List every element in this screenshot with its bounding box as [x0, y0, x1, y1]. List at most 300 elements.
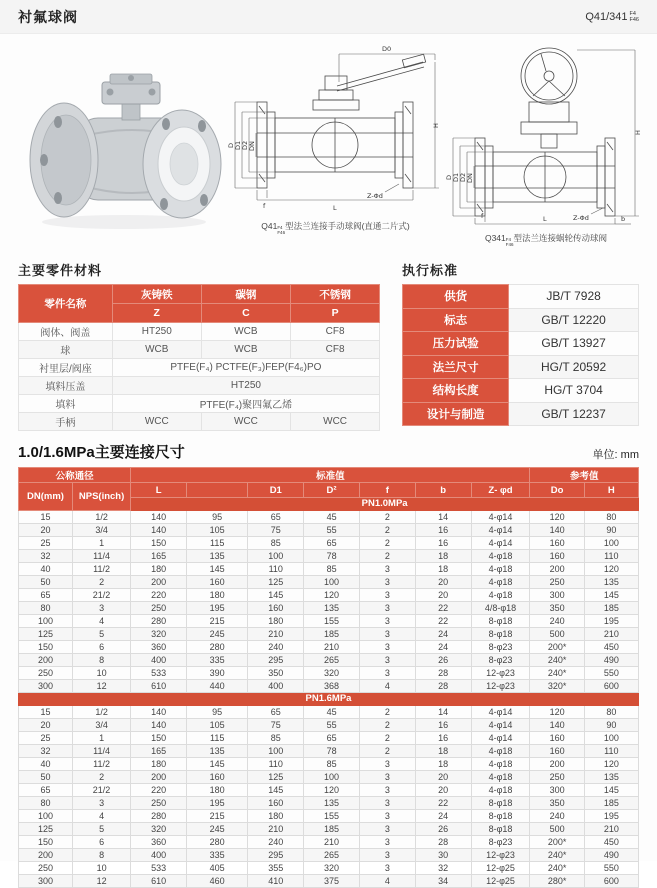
dimension-value: 350 [248, 667, 304, 680]
dimension-value: 280* [530, 875, 584, 888]
dimension-value: 280 [131, 615, 187, 628]
dimension-value: 11/4 [72, 745, 130, 758]
dimension-value: 32 [415, 862, 471, 875]
dimension-value: 115 [187, 537, 248, 550]
dimension-value: 335 [187, 849, 248, 862]
dimension-value: 65 [304, 732, 360, 745]
dimension-row [19, 589, 639, 602]
dimension-value: 300 [530, 589, 584, 602]
standard-label: 结构长度 [403, 379, 509, 403]
dimension-value: 4-φ18 [471, 758, 530, 771]
material-value: WCC [112, 413, 201, 431]
dimension-value: 550 [584, 862, 638, 875]
dimension-value: 12-φ25 [471, 862, 530, 875]
dimension-row [19, 537, 639, 550]
dimension-value: 80 [584, 511, 638, 524]
dimension-value: 220 [131, 589, 187, 602]
dimension-value: 320 [131, 628, 187, 641]
materials-title: 主要零件材料 [18, 263, 103, 278]
materials-row [19, 341, 380, 359]
dimension-value: 145 [584, 784, 638, 797]
dimension-row [19, 706, 639, 719]
standards-section [402, 260, 639, 431]
dimension-value: 400 [248, 680, 304, 693]
dimension-value: 145 [248, 589, 304, 602]
model-code-suffix: F4 F46 [629, 10, 639, 23]
dimension-value: 2 [72, 576, 130, 589]
page-title: 衬氟球阀 [18, 8, 78, 25]
dimension-value: 600 [584, 875, 638, 888]
dimension-value: 10 [72, 862, 130, 875]
dimension-value: 45 [304, 511, 360, 524]
dimension-value: 8-φ23 [471, 654, 530, 667]
dimension-value: 215 [187, 810, 248, 823]
dimension-value: 32 [19, 550, 73, 563]
standards-table [402, 284, 639, 426]
part-name: 衬里层/阀座 [19, 359, 113, 377]
dimension-value: 490 [584, 654, 638, 667]
material-value: HT250 [112, 377, 379, 395]
dimension-value: 3 [359, 836, 415, 849]
dimension-value: 4 [359, 680, 415, 693]
dimension-row [19, 771, 639, 784]
dimension-value: 265 [304, 654, 360, 667]
standard-row [403, 332, 639, 356]
standard-value: JB/T 7928 [509, 285, 639, 309]
dimension-value: 140 [131, 524, 187, 537]
standard-value: GB/T 12220 [509, 308, 639, 332]
dimension-value: 185 [584, 797, 638, 810]
dimension-value: 245 [187, 628, 248, 641]
col-header-c: C [201, 304, 291, 323]
dimension-value: 200* [530, 641, 584, 654]
dimension-value: 160 [530, 732, 584, 745]
dimension-value: 3 [359, 602, 415, 615]
dimension-value: 26 [415, 823, 471, 836]
dimension-value: 4-φ18 [471, 563, 530, 576]
dimension-value: 155 [304, 615, 360, 628]
dim-label-d: D [226, 142, 235, 148]
dimension-value: 533 [131, 862, 187, 875]
dimension-value: 12-φ25 [471, 875, 530, 888]
standard-value: HG/T 3704 [509, 379, 639, 403]
material-value: CF8 [291, 323, 380, 341]
dimension-value: 12-φ23 [471, 680, 530, 693]
dimension-value: 20 [415, 784, 471, 797]
part-name: 手柄 [19, 413, 113, 431]
page-header [0, 0, 657, 34]
dimension-value: 215 [187, 615, 248, 628]
dimension-value: 4-φ14 [471, 511, 530, 524]
material-value: PTFE(F₄)聚四氟乙烯 [112, 395, 379, 413]
dimension-value: 40 [19, 758, 73, 771]
material-value: WCC [201, 413, 291, 431]
dimension-value: 8 [72, 654, 130, 667]
dimension-value: 150 [131, 732, 187, 745]
dimension-value: 3 [359, 862, 415, 875]
dimension-value: 16 [415, 537, 471, 550]
standard-value: GB/T 12237 [509, 402, 639, 426]
dimension-value: 8-φ18 [471, 797, 530, 810]
dimension-row [19, 628, 639, 641]
dimension-value: 320 [304, 667, 360, 680]
manual-valve-caption: Q41 F4 F46 型法兰连接手动球阀(直通二片式) [261, 221, 410, 235]
group-header-row [19, 468, 639, 483]
standard-row [403, 355, 639, 379]
dimension-value: 240* [530, 667, 584, 680]
dimensions-section [0, 431, 657, 888]
dimension-value: 120 [584, 563, 638, 576]
material-value: WCB [112, 341, 201, 359]
dim-label-l: L [543, 215, 547, 223]
dim-label-dn: DN [247, 141, 256, 151]
column-header: DN(mm) [19, 483, 73, 511]
dimension-value: 410 [248, 875, 304, 888]
dimension-value: 210 [248, 823, 304, 836]
col-header-carbon-steel: 碳钢 [201, 285, 291, 304]
dimensions-header [18, 441, 639, 462]
dimension-value: 4 [72, 810, 130, 823]
dimension-value: 80 [19, 602, 73, 615]
dimension-value: 155 [304, 810, 360, 823]
dimension-value: 135 [187, 550, 248, 563]
dimension-value: 100 [19, 810, 73, 823]
dimension-value: 200 [530, 563, 584, 576]
dimension-value: 533 [131, 667, 187, 680]
dimension-value: 240 [530, 615, 584, 628]
dimension-value: 12 [72, 875, 130, 888]
dimension-value: 4-φ14 [471, 732, 530, 745]
column-header-row [19, 483, 639, 498]
dimension-value: 145 [248, 784, 304, 797]
standard-label: 设计与制造 [403, 402, 509, 426]
dimension-value: 210 [584, 823, 638, 836]
dimension-value: 150 [131, 537, 187, 550]
dimension-value: 1/2 [72, 706, 130, 719]
dimension-value: 25 [19, 732, 73, 745]
dimension-value: 180 [131, 563, 187, 576]
column-header: f [359, 483, 415, 498]
dimension-value: 390 [187, 667, 248, 680]
dimension-value: 320* [530, 680, 584, 693]
column-header: b [415, 483, 471, 498]
column-header: NPS(inch) [72, 483, 130, 511]
dimension-value: 1 [72, 732, 130, 745]
dim-label-b: b [621, 215, 626, 223]
dimension-value: 28 [415, 667, 471, 680]
dimension-value: 4-φ14 [471, 706, 530, 719]
figures-row [0, 34, 657, 252]
dimension-row [19, 641, 639, 654]
dimension-value: 80 [19, 797, 73, 810]
dimension-value: 11/2 [72, 563, 130, 576]
dimension-value: 360 [131, 836, 187, 849]
dimension-value: 16 [415, 719, 471, 732]
dimension-value: 160 [530, 537, 584, 550]
dimension-value: 14 [415, 511, 471, 524]
dimension-value: 4-φ14 [471, 537, 530, 550]
dimension-value: 120 [304, 589, 360, 602]
dimension-value: 24 [415, 641, 471, 654]
dimension-value: 140 [131, 706, 187, 719]
dimension-value: 3 [359, 849, 415, 862]
standard-label: 压力试验 [403, 332, 509, 356]
dimension-value: 180 [131, 758, 187, 771]
dimension-row [19, 823, 639, 836]
dimension-value: 125 [248, 576, 304, 589]
dimension-value: 300 [530, 784, 584, 797]
dimension-value: 210 [248, 628, 304, 641]
materials-table [18, 284, 380, 431]
materials-section [18, 260, 380, 431]
dimension-value: 405 [187, 862, 248, 875]
materials-row [19, 377, 380, 395]
dimension-value: 95 [187, 706, 248, 719]
dimension-value: 24 [415, 628, 471, 641]
dimension-row [19, 667, 639, 680]
gear-valve-caption: Q341 F4 F46 型法兰连接蜗轮传动球阀 [484, 233, 608, 247]
dimension-value: 18 [415, 550, 471, 563]
dimension-value: 55 [304, 719, 360, 732]
part-name: 填料压盖 [19, 377, 113, 395]
dimension-value: 440 [187, 680, 248, 693]
column-header: L [131, 483, 187, 498]
dimension-value: 2 [359, 732, 415, 745]
dimension-value: 10 [72, 667, 130, 680]
column-header: H [584, 483, 638, 498]
materials-row [19, 323, 380, 341]
group-header-size: 公称通径 [19, 468, 131, 483]
dimension-value: 295 [248, 849, 304, 862]
dimension-value: 320 [131, 823, 187, 836]
dimension-value: 3 [359, 823, 415, 836]
dimension-value: 1/2 [72, 511, 130, 524]
dimension-value: 3 [359, 771, 415, 784]
dimension-value: 250 [19, 862, 73, 875]
dimension-value: 140 [530, 719, 584, 732]
material-value: PTFE(F₄) PCTFE(F₃)FEP(F4₆)PO [112, 359, 379, 377]
valve-photo [14, 40, 226, 236]
dimension-value: 100 [304, 771, 360, 784]
dim-label-l: L [332, 204, 337, 212]
dimension-value: 145 [187, 758, 248, 771]
col-header-gray-iron: 灰铸铁 [112, 285, 201, 304]
dimension-value: 210 [304, 641, 360, 654]
col-header-stainless: 不锈钢 [291, 285, 380, 304]
dimension-value: 110 [248, 563, 304, 576]
dimension-value: 16 [415, 524, 471, 537]
dimension-value: 160 [248, 602, 304, 615]
info-section [0, 252, 657, 431]
dimension-value: 3 [359, 628, 415, 641]
dimension-value: 135 [584, 576, 638, 589]
dimension-value: 11/2 [72, 758, 130, 771]
dimension-value: 150 [19, 641, 73, 654]
dimension-row [19, 758, 639, 771]
dimension-row [19, 849, 639, 862]
dimension-value: 4-φ18 [471, 550, 530, 563]
standard-label: 标志 [403, 308, 509, 332]
dimension-row [19, 511, 639, 524]
standard-row [403, 285, 639, 309]
dimension-value: 125 [248, 771, 304, 784]
dimension-value: 185 [304, 628, 360, 641]
dimension-value: 160 [530, 550, 584, 563]
standard-value: GB/T 13927 [509, 332, 639, 356]
column-header: D² [304, 483, 360, 498]
dimension-value: 300 [19, 680, 73, 693]
dimension-value: 65 [304, 537, 360, 550]
dimension-value: 3/4 [72, 524, 130, 537]
dimension-value: 75 [248, 524, 304, 537]
dimension-value: 355 [248, 862, 304, 875]
dimension-value: 135 [304, 797, 360, 810]
dimension-value: 65 [19, 784, 73, 797]
dimension-value: 610 [131, 875, 187, 888]
dimension-value: 85 [304, 758, 360, 771]
dimension-value: 250 [19, 667, 73, 680]
dimension-value: 250 [530, 771, 584, 784]
dimension-value: 140 [131, 511, 187, 524]
dimension-value: 240 [248, 641, 304, 654]
dimension-value: 2 [359, 550, 415, 563]
dimension-value: 200* [530, 836, 584, 849]
standard-row [403, 379, 639, 403]
dim-label-d2: D2 [459, 172, 467, 182]
dimension-value: 200 [530, 758, 584, 771]
material-value: WCC [291, 413, 380, 431]
dim-label-f: f [481, 212, 484, 220]
dimension-value: 200 [19, 654, 73, 667]
dimension-value: 140 [131, 719, 187, 732]
dimension-value: 195 [584, 615, 638, 628]
dimension-value: 150 [19, 836, 73, 849]
dimension-value: 4-φ18 [471, 784, 530, 797]
dimension-value: 160 [187, 576, 248, 589]
dimension-value: 8-φ18 [471, 615, 530, 628]
dimension-value: 21/2 [72, 784, 130, 797]
dimension-value: 12 [72, 680, 130, 693]
standard-label: 法兰尺寸 [403, 355, 509, 379]
dimension-value: 210 [304, 836, 360, 849]
dim-label-d1: D1 [452, 172, 460, 182]
dimension-value: 100 [19, 615, 73, 628]
dimension-row [19, 784, 639, 797]
dimension-value: 240* [530, 849, 584, 862]
dimension-value: 180 [248, 810, 304, 823]
model-code-text: Q41/341 [585, 10, 628, 23]
dimension-value: 3 [359, 641, 415, 654]
dimension-value: 180 [187, 589, 248, 602]
dimension-value: 105 [187, 524, 248, 537]
dimension-value: 12-φ23 [471, 849, 530, 862]
dimension-value: 200 [19, 849, 73, 862]
dimension-value: 4-φ18 [471, 745, 530, 758]
dimension-value: 3 [359, 810, 415, 823]
dimension-value: 145 [187, 563, 248, 576]
dimension-value: 3/4 [72, 719, 130, 732]
dimension-value: 400 [131, 849, 187, 862]
dimension-value: 2 [359, 706, 415, 719]
standard-row [403, 402, 639, 426]
dimension-value: 110 [248, 758, 304, 771]
standard-value: HG/T 20592 [509, 355, 639, 379]
dimension-value: 500 [530, 628, 584, 641]
dimension-value: 550 [584, 667, 638, 680]
dimension-value: 250 [530, 576, 584, 589]
dimension-value: 200 [131, 771, 187, 784]
dimension-value: 2 [359, 537, 415, 550]
dimension-value: 3 [359, 654, 415, 667]
dimension-value: 250 [131, 602, 187, 615]
dimension-value: 14 [415, 706, 471, 719]
dimension-value: 300 [19, 875, 73, 888]
col-header-p: P [291, 304, 380, 323]
dimension-value: 125 [19, 628, 73, 641]
dimension-value: 400 [131, 654, 187, 667]
dimension-value: 195 [584, 810, 638, 823]
dimension-value: 6 [72, 641, 130, 654]
dimension-value: 18 [415, 758, 471, 771]
dimension-value: 100 [248, 745, 304, 758]
column-header: Z- φd [471, 483, 530, 498]
dimension-value: 185 [584, 602, 638, 615]
column-header [187, 483, 248, 498]
dimensions-title: 1.0/1.6MPa主要连接尺寸 [18, 444, 185, 461]
dimension-row [19, 576, 639, 589]
dimension-value: 368 [304, 680, 360, 693]
dimension-value: 450 [584, 836, 638, 849]
dimension-value: 450 [584, 641, 638, 654]
dimension-value: 180 [248, 615, 304, 628]
dimension-value: 20 [415, 576, 471, 589]
dimension-value: 100 [304, 576, 360, 589]
group-header-standard: 标准值 [131, 468, 530, 483]
dimension-value: 95 [187, 511, 248, 524]
dimension-value: 460 [187, 875, 248, 888]
dimension-value: 3 [359, 589, 415, 602]
gear-valve-drawing [445, 40, 647, 230]
manual-valve-drawing [227, 40, 445, 218]
dimension-value: 2 [359, 511, 415, 524]
dimension-value: 8-φ18 [471, 823, 530, 836]
dimension-value: 100 [584, 537, 638, 550]
dimension-value: 15 [19, 511, 73, 524]
dimension-value: 120 [530, 511, 584, 524]
group-header-reference: 参考值 [530, 468, 639, 483]
materials-row [19, 413, 380, 431]
gear-valve-figure [445, 40, 647, 247]
dimension-value: 105 [187, 719, 248, 732]
standard-row [403, 308, 639, 332]
dimension-value: 360 [131, 641, 187, 654]
dimension-value: 16 [415, 732, 471, 745]
dimension-value: 140 [530, 524, 584, 537]
dimension-value: 135 [187, 745, 248, 758]
dimension-value: 165 [131, 550, 187, 563]
dimension-value: 110 [584, 745, 638, 758]
dimension-value: 22 [415, 797, 471, 810]
dimension-value: 250 [131, 797, 187, 810]
dimension-row [19, 524, 639, 537]
dimension-row [19, 836, 639, 849]
dimension-value: 220 [131, 784, 187, 797]
pressure-band-label: PN1.0MPa [131, 498, 639, 511]
dimension-value: 350 [530, 797, 584, 810]
dimension-value: 1 [72, 537, 130, 550]
material-value: WCB [201, 341, 291, 359]
dimension-value: 240 [530, 810, 584, 823]
